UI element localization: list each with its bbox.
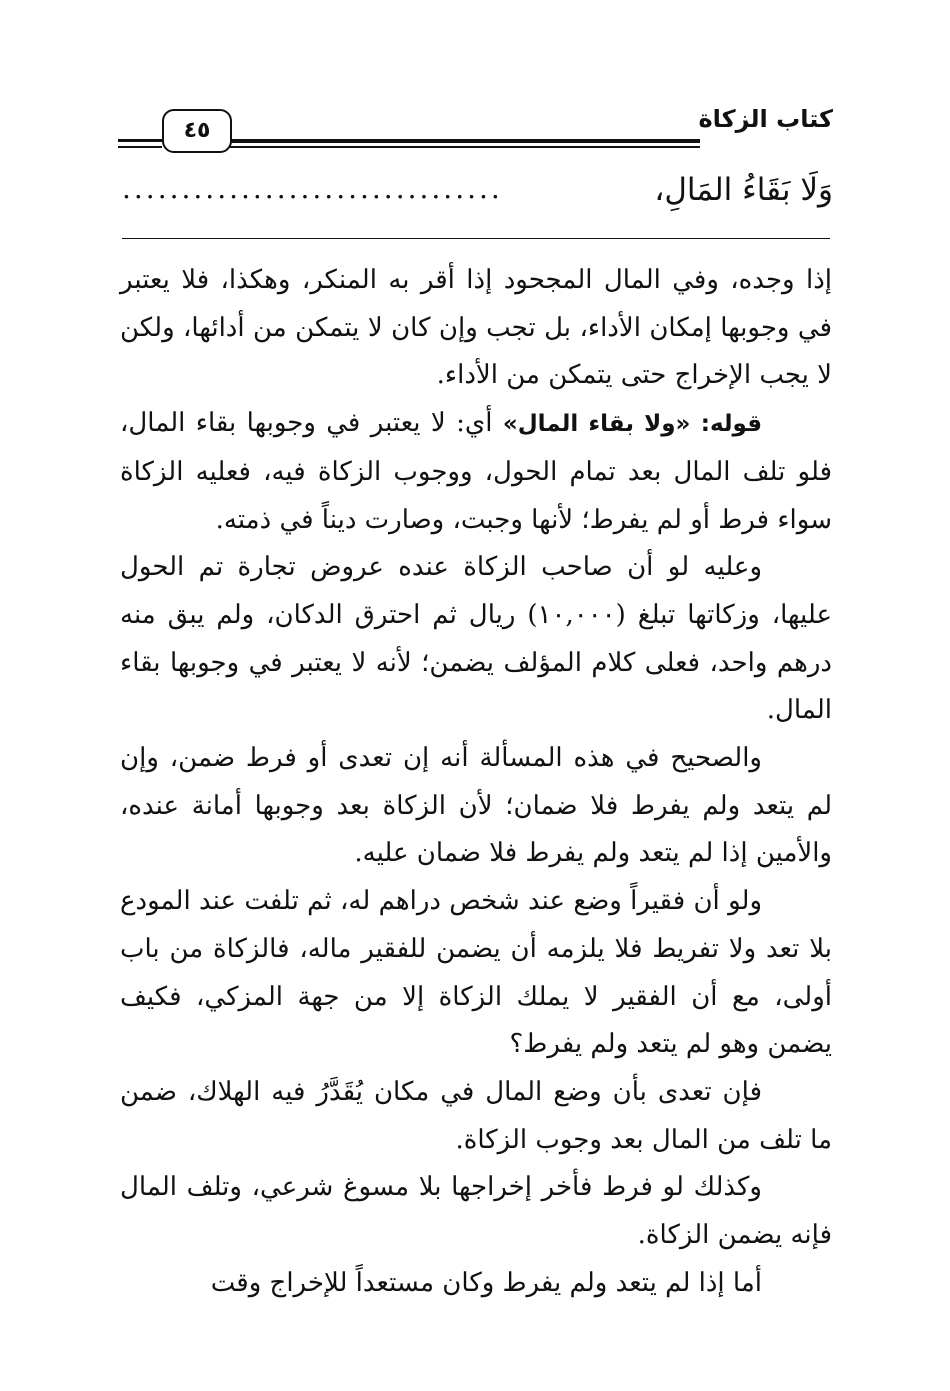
header-rule-left-thin: [118, 146, 162, 148]
paragraph-2: [120, 400, 832, 544]
matn-line: [118, 172, 833, 222]
paragraph-2-quote: «ولا بقاء المال»: [502, 411, 691, 438]
paragraph-2-text: أي: لا يعتبر في وجوبها بقاء المال، فلو تلف المال بعد تمام الحول، ووجوب الزكاة فيه، فعليه الزكاة سواء فرط أو لم يفرط؛ لأنها وجبت، وصارت ديناً في ذمته.: [120, 408, 832, 535]
commentary-body: [120, 257, 832, 1307]
paragraph-5: ولو أن فقيراً وضع عند شخص دراهم له، ثم تلفت عند المودع بلا تعد ولا تفريط فلا يلزمه أن يضمن للفقير ماله، فالزكاة من باب أولى، مع أن الفقير لا يملك الزكاة إلا من جهة المزكي، فكيف يضمن وهو لم يتعد ولم يفرط؟: [120, 886, 832, 1060]
matn-separator: [122, 238, 830, 239]
page-number: ٤٥: [162, 109, 232, 153]
matn-dots: ................................: [122, 172, 503, 205]
paragraph-3: وعليه لو أن صاحب الزكاة عنده عروض تجارة تم الحول عليها، وزكاتها تبلغ (١٠,٠٠٠) ريال ثم احترق الدكان، ولم يبق منه درهم واحد، فعلى كلام المؤلف يضمن؛ لأنه لا يعتبر في وجوبها بقاء المال.: [120, 552, 832, 726]
paragraph-7: وكذلك لو فرط فأخر إخراجها بلا مسوغ شرعي، وتلف المال فإنه يضمن الزكاة.: [120, 1172, 832, 1251]
paragraph-6: فإن تعدى بأن وضع المال في مكان يُقَدَّرُ فيه الهلاك، ضمن ما تلف من المال بعد وجوب الزكاة.: [120, 1076, 832, 1155]
paragraph-1: إذا وجده، وفي المال المجحود إذا أقر به المنكر، وهكذا، فلا يعتبر في وجوبها إمكان الأداء، بل تجب وإن كان لا يتمكن من أدائها، ولكن لا يجب الإخراج حتى يتمكن من الأداء.: [120, 265, 832, 391]
page-header: [118, 95, 833, 155]
book-title: كتاب الزكاة: [698, 105, 833, 133]
paragraph-8: أما إذا لم يتعد ولم يفرط وكان مستعداً للإخراج وقت: [210, 1267, 762, 1298]
header-rule-thick: [228, 139, 700, 143]
matn-text: وَلَا بَقَاءُ المَالِ،: [654, 172, 833, 208]
paragraph-4: والصحيح في هذه المسألة أنه إن تعدى أو فرط ضمن، وإن لم يتعد ولم يفرط فلا ضمان؛ لأن الزكاة بعد وجوبها أمانة عنده، والأمين إذا لم يتعد ولم يفرط فلا ضمان عليه.: [120, 743, 832, 869]
header-rule-left-thick: [118, 139, 162, 142]
header-rule-thin: [228, 146, 700, 148]
paragraph-2-label: قوله:: [700, 411, 763, 438]
